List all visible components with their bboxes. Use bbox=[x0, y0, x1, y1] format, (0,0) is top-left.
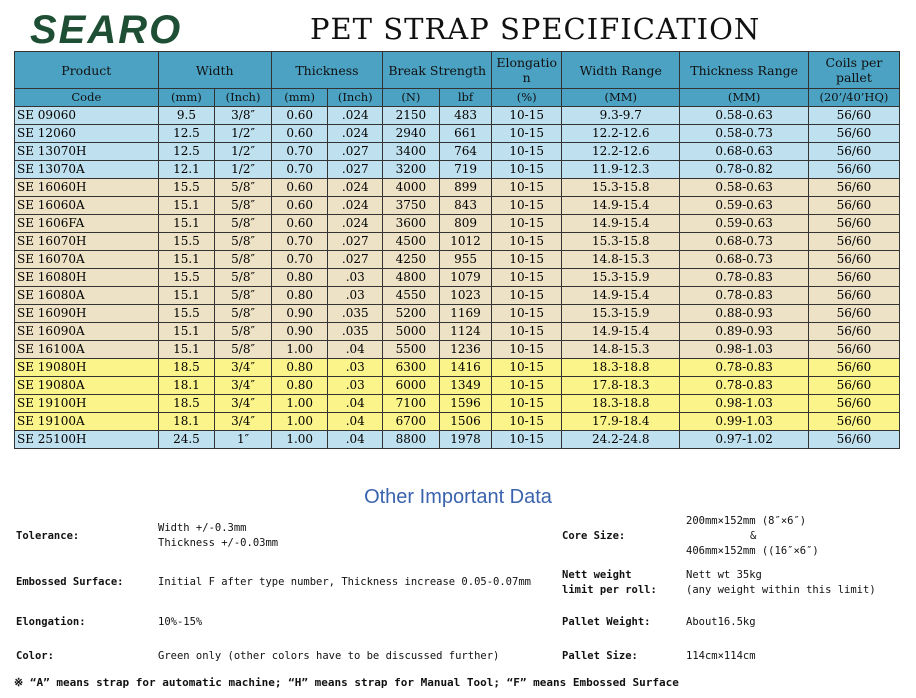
cell-width-mm: 15.1 bbox=[158, 323, 215, 341]
spec-table bbox=[14, 51, 900, 449]
table-row bbox=[15, 341, 900, 359]
cell-width-mm: 15.1 bbox=[158, 251, 215, 269]
cell-coils: 56/60 bbox=[808, 143, 899, 161]
cell-thickness-mm: 0.80 bbox=[271, 359, 328, 377]
cell-thickness-inch: .03 bbox=[328, 269, 383, 287]
cell-coils: 56/60 bbox=[808, 341, 899, 359]
cell-thickness-inch: .027 bbox=[328, 233, 383, 251]
nett-weight-value: Nett wt 35kg bbox=[686, 569, 762, 581]
table-row bbox=[15, 179, 900, 197]
cell-thickness-range: 0.97-1.02 bbox=[680, 431, 808, 449]
cell-break-n: 5000 bbox=[383, 323, 440, 341]
cell-width-mm: 12.5 bbox=[158, 125, 215, 143]
cell-code: SE 13070H bbox=[15, 143, 159, 161]
cell-thickness-mm: 0.60 bbox=[271, 215, 328, 233]
cell-width-range: 18.3-18.8 bbox=[562, 359, 680, 377]
cell-thickness-inch: .024 bbox=[328, 125, 383, 143]
cell-break-n: 4550 bbox=[383, 287, 440, 305]
cell-code: SE 12060 bbox=[15, 125, 159, 143]
cell-width-range: 12.2-12.6 bbox=[562, 125, 680, 143]
cell-thickness-mm: 0.90 bbox=[271, 323, 328, 341]
cell-code: SE 09060 bbox=[15, 107, 159, 125]
cell-thickness-inch: .024 bbox=[328, 107, 383, 125]
header-product: Product bbox=[15, 52, 159, 89]
header-coils-line2: pallet bbox=[835, 70, 872, 85]
cell-width-range: 14.9-15.4 bbox=[562, 287, 680, 305]
cell-thickness-mm: 1.00 bbox=[271, 341, 328, 359]
header-width-range: Width Range bbox=[562, 52, 680, 89]
table-row bbox=[15, 251, 900, 269]
cell-elongation: 10-15 bbox=[492, 431, 562, 449]
embossed-value: Initial F after type number, Thickness increase 0.05-0.07mm bbox=[158, 576, 531, 588]
cell-width-mm: 15.1 bbox=[158, 287, 215, 305]
cell-code: SE 16090A bbox=[15, 323, 159, 341]
cell-width-mm: 15.1 bbox=[158, 215, 215, 233]
cell-coils: 56/60 bbox=[808, 359, 899, 377]
cell-break-lbf: 661 bbox=[439, 125, 492, 143]
cell-width-mm: 15.5 bbox=[158, 233, 215, 251]
cell-width-inch: 1/2″ bbox=[215, 125, 272, 143]
unit-coils: (20’/40’HQ) bbox=[808, 89, 899, 107]
cell-coils: 56/60 bbox=[808, 377, 899, 395]
cell-width-inch: 5/8″ bbox=[215, 341, 272, 359]
cell-thickness-inch: .027 bbox=[328, 251, 383, 269]
cell-break-lbf: 719 bbox=[439, 161, 492, 179]
cell-width-mm: 15.5 bbox=[158, 269, 215, 287]
cell-thickness-range: 0.78-0.83 bbox=[680, 287, 808, 305]
table-row bbox=[15, 161, 900, 179]
cell-width-range: 14.8-15.3 bbox=[562, 341, 680, 359]
cell-thickness-mm: 0.80 bbox=[271, 287, 328, 305]
cell-thickness-range: 0.59-0.63 bbox=[680, 215, 808, 233]
cell-thickness-inch: .03 bbox=[328, 287, 383, 305]
cell-coils: 56/60 bbox=[808, 413, 899, 431]
cell-break-lbf: 764 bbox=[439, 143, 492, 161]
cell-code: SE 16070A bbox=[15, 251, 159, 269]
cell-width-mm: 18.5 bbox=[158, 395, 215, 413]
cell-elongation: 10-15 bbox=[492, 413, 562, 431]
tolerance-label: Tolerance: bbox=[16, 530, 80, 542]
cell-width-range: 17.9-18.4 bbox=[562, 413, 680, 431]
cell-thickness-mm: 0.60 bbox=[271, 179, 328, 197]
cell-break-n: 3600 bbox=[383, 215, 440, 233]
header-width: Width bbox=[158, 52, 271, 89]
table-row bbox=[15, 305, 900, 323]
nett-weight-note: (any weight within this limit) bbox=[686, 584, 876, 596]
cell-coils: 56/60 bbox=[808, 179, 899, 197]
cell-width-inch: 5/8″ bbox=[215, 251, 272, 269]
cell-thickness-mm: 0.70 bbox=[271, 251, 328, 269]
unit-thickness-range: (MM) bbox=[680, 89, 808, 107]
cell-thickness-range: 0.68-0.73 bbox=[680, 233, 808, 251]
cell-thickness-inch: .027 bbox=[328, 161, 383, 179]
pallet-weight-label: Pallet Weight: bbox=[562, 616, 651, 628]
cell-code: SE 16080A bbox=[15, 287, 159, 305]
core-size-label: Core Size: bbox=[562, 530, 626, 542]
cell-break-n: 5500 bbox=[383, 341, 440, 359]
cell-width-range: 24.2-24.8 bbox=[562, 431, 680, 449]
cell-coils: 56/60 bbox=[808, 305, 899, 323]
cell-thickness-mm: 0.60 bbox=[271, 197, 328, 215]
header-elongation-line1: Elongatio bbox=[496, 55, 558, 70]
cell-thickness-range: 0.78-0.83 bbox=[680, 359, 808, 377]
unit-width-range: (MM) bbox=[562, 89, 680, 107]
cell-width-inch: 3/4″ bbox=[215, 413, 272, 431]
cell-break-n: 4000 bbox=[383, 179, 440, 197]
cell-break-n: 3200 bbox=[383, 161, 440, 179]
cell-elongation: 10-15 bbox=[492, 107, 562, 125]
cell-thickness-inch: .03 bbox=[328, 359, 383, 377]
cell-width-mm: 9.5 bbox=[158, 107, 215, 125]
cell-thickness-range: 0.78-0.83 bbox=[680, 269, 808, 287]
table-row bbox=[15, 287, 900, 305]
cell-width-range: 11.9-12.3 bbox=[562, 161, 680, 179]
cell-thickness-range: 0.58-0.63 bbox=[680, 107, 808, 125]
cell-thickness-range: 0.68-0.73 bbox=[680, 251, 808, 269]
unit-thick-inch: (Inch) bbox=[328, 89, 383, 107]
nett-weight-label-2: limit per roll: bbox=[562, 584, 657, 596]
cell-thickness-mm: 0.70 bbox=[271, 161, 328, 179]
cell-thickness-range: 0.78-0.82 bbox=[680, 161, 808, 179]
cell-width-inch: 5/8″ bbox=[215, 179, 272, 197]
cell-width-inch: 1/2″ bbox=[215, 143, 272, 161]
cell-thickness-inch: .04 bbox=[328, 341, 383, 359]
cell-thickness-range: 0.88-0.93 bbox=[680, 305, 808, 323]
header-elongation bbox=[492, 52, 562, 89]
table-row bbox=[15, 125, 900, 143]
cell-width-inch: 1″ bbox=[215, 431, 272, 449]
cell-elongation: 10-15 bbox=[492, 215, 562, 233]
cell-thickness-inch: .03 bbox=[328, 377, 383, 395]
cell-break-lbf: 483 bbox=[439, 107, 492, 125]
cell-coils: 56/60 bbox=[808, 251, 899, 269]
tolerance-value-thickness: Thickness +/-0.03mm bbox=[158, 537, 279, 549]
table-row bbox=[15, 359, 900, 377]
cell-thickness-mm: 0.80 bbox=[271, 269, 328, 287]
cell-thickness-inch: .035 bbox=[328, 305, 383, 323]
cell-code: SE 16100A bbox=[15, 341, 159, 359]
cell-elongation: 10-15 bbox=[492, 233, 562, 251]
cell-code: SE 19100H bbox=[15, 395, 159, 413]
header-elongation-line2: n bbox=[522, 70, 531, 85]
cell-thickness-range: 0.58-0.63 bbox=[680, 179, 808, 197]
cell-break-lbf: 1596 bbox=[439, 395, 492, 413]
cell-break-n: 3400 bbox=[383, 143, 440, 161]
cell-coils: 56/60 bbox=[808, 287, 899, 305]
cell-width-range: 14.9-15.4 bbox=[562, 323, 680, 341]
cell-thickness-range: 0.68-0.63 bbox=[680, 143, 808, 161]
cell-thickness-range: 0.58-0.73 bbox=[680, 125, 808, 143]
cell-elongation: 10-15 bbox=[492, 251, 562, 269]
cell-elongation: 10-15 bbox=[492, 287, 562, 305]
cell-width-range: 17.8-18.3 bbox=[562, 377, 680, 395]
cell-thickness-mm: 0.60 bbox=[271, 107, 328, 125]
embossed-label: Embossed Surface: bbox=[16, 576, 124, 588]
cell-break-lbf: 843 bbox=[439, 197, 492, 215]
unit-break-lbf: lbf bbox=[439, 89, 492, 107]
cell-break-lbf: 1506 bbox=[439, 413, 492, 431]
cell-break-n: 3750 bbox=[383, 197, 440, 215]
cell-elongation: 10-15 bbox=[492, 143, 562, 161]
cell-width-mm: 15.1 bbox=[158, 197, 215, 215]
cell-break-n: 5200 bbox=[383, 305, 440, 323]
cell-width-inch: 5/8″ bbox=[215, 287, 272, 305]
cell-thickness-inch: .027 bbox=[328, 143, 383, 161]
table-row bbox=[15, 269, 900, 287]
cell-coils: 56/60 bbox=[808, 215, 899, 233]
cell-coils: 56/60 bbox=[808, 395, 899, 413]
unit-width-mm: (mm) bbox=[158, 89, 215, 107]
cell-thickness-mm: 1.00 bbox=[271, 413, 328, 431]
cell-coils: 56/60 bbox=[808, 323, 899, 341]
cell-width-mm: 24.5 bbox=[158, 431, 215, 449]
spec-table-body bbox=[15, 107, 900, 449]
cell-width-mm: 15.1 bbox=[158, 341, 215, 359]
cell-break-lbf: 1124 bbox=[439, 323, 492, 341]
page-title: PET STRAP SPECIFICATION bbox=[310, 12, 761, 46]
cell-break-lbf: 1012 bbox=[439, 233, 492, 251]
cell-break-n: 6300 bbox=[383, 359, 440, 377]
cell-thickness-inch: .024 bbox=[328, 179, 383, 197]
cell-width-range: 14.9-15.4 bbox=[562, 197, 680, 215]
cell-thickness-mm: 0.70 bbox=[271, 233, 328, 251]
cell-elongation: 10-15 bbox=[492, 395, 562, 413]
cell-coils: 56/60 bbox=[808, 233, 899, 251]
cell-width-inch: 1/2″ bbox=[215, 161, 272, 179]
cell-width-mm: 15.5 bbox=[158, 179, 215, 197]
cell-width-range: 14.9-15.4 bbox=[562, 215, 680, 233]
cell-thickness-mm: 0.70 bbox=[271, 143, 328, 161]
cell-width-range: 15.3-15.9 bbox=[562, 305, 680, 323]
table-row bbox=[15, 215, 900, 233]
cell-thickness-inch: .04 bbox=[328, 431, 383, 449]
cell-code: SE 19080A bbox=[15, 377, 159, 395]
elongation-label: Elongation: bbox=[16, 616, 86, 628]
cell-thickness-range: 0.99-1.03 bbox=[680, 413, 808, 431]
cell-break-lbf: 1023 bbox=[439, 287, 492, 305]
unit-break-n: (N) bbox=[383, 89, 440, 107]
cell-width-inch: 5/8″ bbox=[215, 215, 272, 233]
cell-width-mm: 12.1 bbox=[158, 161, 215, 179]
cell-width-range: 12.2-12.6 bbox=[562, 143, 680, 161]
cell-thickness-mm: 1.00 bbox=[271, 431, 328, 449]
pallet-size-value: 114cm×114cm bbox=[686, 650, 756, 662]
other-data-title: Other Important Data bbox=[364, 486, 552, 508]
cell-elongation: 10-15 bbox=[492, 179, 562, 197]
cell-break-lbf: 1416 bbox=[439, 359, 492, 377]
header-code: Code bbox=[15, 89, 159, 107]
table-row bbox=[15, 377, 900, 395]
cell-elongation: 10-15 bbox=[492, 341, 562, 359]
cell-break-n: 7100 bbox=[383, 395, 440, 413]
cell-width-inch: 5/8″ bbox=[215, 323, 272, 341]
header-thickness-range: Thickness Range bbox=[680, 52, 808, 89]
cell-thickness-range: 0.59-0.63 bbox=[680, 197, 808, 215]
table-row bbox=[15, 107, 900, 125]
cell-coils: 56/60 bbox=[808, 161, 899, 179]
cell-break-lbf: 899 bbox=[439, 179, 492, 197]
cell-break-lbf: 1236 bbox=[439, 341, 492, 359]
table-row bbox=[15, 323, 900, 341]
cell-width-inch: 3/8″ bbox=[215, 107, 272, 125]
cell-width-range: 15.3-15.9 bbox=[562, 269, 680, 287]
cell-coils: 56/60 bbox=[808, 269, 899, 287]
cell-break-n: 2940 bbox=[383, 125, 440, 143]
cell-elongation: 10-15 bbox=[492, 197, 562, 215]
cell-thickness-mm: 1.00 bbox=[271, 395, 328, 413]
cell-code: SE 13070A bbox=[15, 161, 159, 179]
cell-break-n: 4250 bbox=[383, 251, 440, 269]
cell-code: SE 16060H bbox=[15, 179, 159, 197]
cell-code: SE 1606FA bbox=[15, 215, 159, 233]
table-row bbox=[15, 395, 900, 413]
cell-thickness-inch: .024 bbox=[328, 197, 383, 215]
cell-width-inch: 5/8″ bbox=[215, 269, 272, 287]
cell-break-n: 4800 bbox=[383, 269, 440, 287]
cell-width-range: 15.3-15.8 bbox=[562, 179, 680, 197]
cell-break-n: 2150 bbox=[383, 107, 440, 125]
cell-code: SE 19080H bbox=[15, 359, 159, 377]
color-value: Green only (other colors have to be discussed further) bbox=[158, 650, 500, 662]
cell-break-n: 8800 bbox=[383, 431, 440, 449]
cell-thickness-inch: .024 bbox=[328, 215, 383, 233]
table-row bbox=[15, 143, 900, 161]
cell-width-mm: 15.5 bbox=[158, 305, 215, 323]
cell-thickness-range: 0.78-0.83 bbox=[680, 377, 808, 395]
cell-coils: 56/60 bbox=[808, 431, 899, 449]
cell-thickness-range: 0.98-1.03 bbox=[680, 395, 808, 413]
header-break-strength: Break Strength bbox=[383, 52, 492, 89]
elongation-value: 10%-15% bbox=[158, 616, 203, 628]
cell-code: SE 25100H bbox=[15, 431, 159, 449]
cell-elongation: 10-15 bbox=[492, 359, 562, 377]
cell-elongation: 10-15 bbox=[492, 269, 562, 287]
pallet-weight-value: About16.5kg bbox=[686, 616, 756, 628]
cell-width-range: 9.3-9.7 bbox=[562, 107, 680, 125]
cell-code: SE 16060A bbox=[15, 197, 159, 215]
cell-break-lbf: 955 bbox=[439, 251, 492, 269]
cell-coils: 56/60 bbox=[808, 107, 899, 125]
cell-thickness-mm: 0.60 bbox=[271, 125, 328, 143]
footnote: ※ “A” means strap for automatic machine; “H” means strap for Manual Tool; “F” means Embossed Surface bbox=[14, 676, 679, 689]
cell-thickness-inch: .04 bbox=[328, 413, 383, 431]
cell-thickness-mm: 0.90 bbox=[271, 305, 328, 323]
nett-weight-label-1: Nett weight bbox=[562, 569, 632, 581]
table-row bbox=[15, 413, 900, 431]
unit-width-inch: (Inch) bbox=[215, 89, 272, 107]
cell-break-n: 4500 bbox=[383, 233, 440, 251]
cell-break-n: 6700 bbox=[383, 413, 440, 431]
cell-thickness-inch: .035 bbox=[328, 323, 383, 341]
cell-width-inch: 5/8″ bbox=[215, 305, 272, 323]
cell-width-inch: 5/8″ bbox=[215, 197, 272, 215]
unit-thick-mm: (mm) bbox=[271, 89, 328, 107]
cell-width-inch: 3/4″ bbox=[215, 359, 272, 377]
tolerance-value-width: Width +/-0.3mm bbox=[158, 522, 247, 534]
core-size-value-and: & bbox=[750, 530, 757, 542]
cell-thickness-mm: 0.80 bbox=[271, 377, 328, 395]
cell-code: SE 16090H bbox=[15, 305, 159, 323]
cell-break-lbf: 1079 bbox=[439, 269, 492, 287]
cell-thickness-range: 0.89-0.93 bbox=[680, 323, 808, 341]
cell-width-mm: 12.5 bbox=[158, 143, 215, 161]
cell-width-mm: 18.1 bbox=[158, 377, 215, 395]
pallet-size-label: Pallet Size: bbox=[562, 650, 638, 662]
cell-code: SE 16080H bbox=[15, 269, 159, 287]
cell-break-lbf: 1169 bbox=[439, 305, 492, 323]
table-row bbox=[15, 197, 900, 215]
header-thickness: Thickness bbox=[271, 52, 382, 89]
cell-break-lbf: 1978 bbox=[439, 431, 492, 449]
cell-code: SE 16070H bbox=[15, 233, 159, 251]
table-row bbox=[15, 431, 900, 449]
cell-coils: 56/60 bbox=[808, 197, 899, 215]
searo-logo: SEARO bbox=[30, 8, 183, 52]
cell-width-range: 14.8-15.3 bbox=[562, 251, 680, 269]
header-coils bbox=[808, 52, 899, 89]
cell-break-lbf: 809 bbox=[439, 215, 492, 233]
core-size-value-1: 200mm×152mm (8″×6″) bbox=[686, 515, 807, 527]
cell-width-range: 15.3-15.8 bbox=[562, 233, 680, 251]
cell-thickness-inch: .04 bbox=[328, 395, 383, 413]
cell-break-n: 6000 bbox=[383, 377, 440, 395]
cell-code: SE 19100A bbox=[15, 413, 159, 431]
cell-width-inch: 3/4″ bbox=[215, 377, 272, 395]
cell-width-inch: 3/4″ bbox=[215, 395, 272, 413]
cell-width-mm: 18.5 bbox=[158, 359, 215, 377]
table-row bbox=[15, 233, 900, 251]
cell-elongation: 10-15 bbox=[492, 323, 562, 341]
cell-thickness-range: 0.98-1.03 bbox=[680, 341, 808, 359]
header-coils-line1: Coils per bbox=[825, 55, 883, 70]
cell-elongation: 10-15 bbox=[492, 377, 562, 395]
cell-coils: 56/60 bbox=[808, 125, 899, 143]
cell-width-range: 18.3-18.8 bbox=[562, 395, 680, 413]
cell-width-mm: 18.1 bbox=[158, 413, 215, 431]
color-label: Color: bbox=[16, 650, 54, 662]
cell-elongation: 10-15 bbox=[492, 305, 562, 323]
cell-break-lbf: 1349 bbox=[439, 377, 492, 395]
core-size-value-2: 406mm×152mm ((16″×6″) bbox=[686, 545, 819, 557]
cell-elongation: 10-15 bbox=[492, 125, 562, 143]
unit-elongation: (%) bbox=[492, 89, 562, 107]
cell-elongation: 10-15 bbox=[492, 161, 562, 179]
cell-width-inch: 5/8″ bbox=[215, 233, 272, 251]
